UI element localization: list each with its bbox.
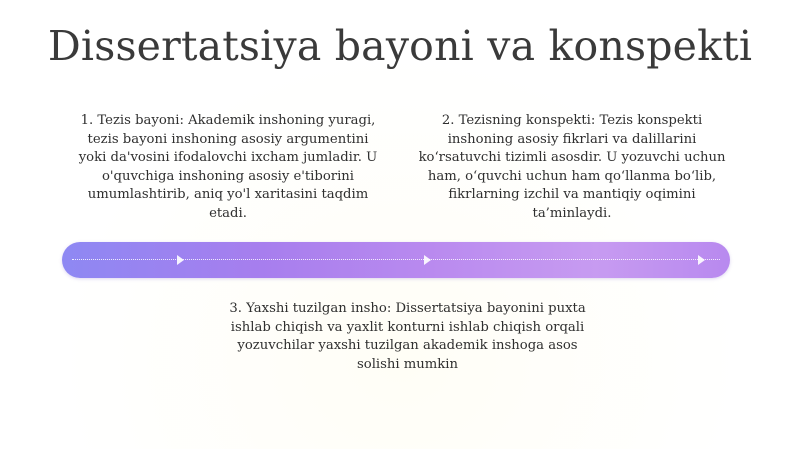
arrow-right-icon [698,255,705,265]
timeline-dotted-line [72,259,720,260]
arrow-right-icon [424,255,431,265]
point-1-text: 1. Tezis bayoni: Akademik inshoning yuragi, tezis bayoni inshoning asosiy argumentini yoki da'vosini ifodalovchi ixcham jumladir. U o'quvchiga inshoning asosiy e'tiborini umumlashtirib, aniq yo'l xaritasini taqdim etadi. [78,113,378,221]
point-3-text: 3. Yaxshi tuzilgan insho: Dissertatsiya bayonini puxta ishlab chiqish va yaxlit konturni ishlab chiqish orqali yozuvchilar yaxshi tuzilgan akademik inshoga asos solishi mumkin [229,301,586,372]
slide-title: Dissertatsiya bayoni va konspekti [47,22,753,70]
point-2-text: 2. Tezisning konspekti: Tezis konspekti inshoning asosiy fikrlari va dalillarini ko‘rsatuvchi tizimli asosdir. U yozuvchi uchun ham, o‘quvchi uchun ham qo‘llanma bo‘lib, fikrlarning izchil va mantiqiy oqimini ta’minlaydi. [418,113,726,221]
arrow-right-icon [177,255,184,265]
timeline-bar [62,242,730,278]
